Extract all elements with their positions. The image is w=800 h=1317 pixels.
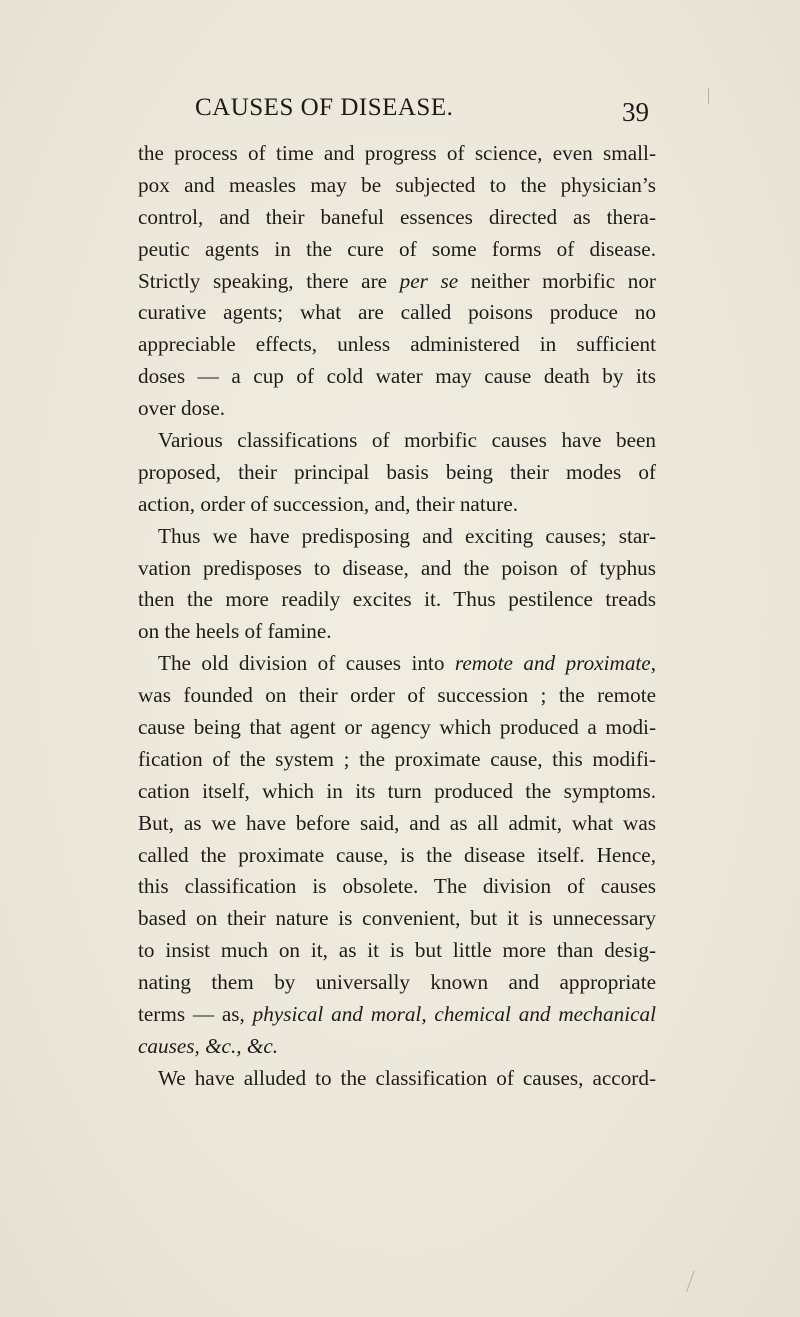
running-head: [0, 92, 800, 132]
text-run: ,: [650, 651, 657, 676]
text-line: [138, 871, 656, 903]
text-line: [138, 170, 656, 202]
text-line: [138, 1063, 656, 1095]
text-line: [138, 616, 656, 648]
text-run: cause being that agent or agency which produced a modi-: [138, 715, 656, 740]
text-line: [138, 648, 656, 680]
text-run: then the more readily excites it. Thus pestilence treads: [138, 587, 656, 612]
text-line: [138, 712, 656, 744]
text-line: [138, 744, 656, 776]
text-run: curative agents; what are called poisons produce no: [138, 300, 656, 325]
text-line: [138, 234, 656, 266]
text-run: on the heels of famine.: [138, 619, 332, 644]
text-line: [138, 489, 656, 521]
text-run: cation itself, which in its turn produced the symptoms.: [138, 778, 656, 803]
text-line: [138, 361, 656, 393]
text-run: based on their nature is convenient, but it is unnecessary: [138, 906, 656, 931]
text-line: [138, 999, 656, 1031]
text-run: pox and measles may be subjected to the physician’s: [138, 172, 656, 197]
text-run: But, as we have before said, and as all admit, what was: [138, 810, 656, 835]
text-line: [138, 1031, 656, 1063]
text-line: [138, 553, 656, 585]
text-line: [138, 297, 656, 329]
text-line: [138, 680, 656, 712]
text-line: [138, 138, 656, 170]
text-run: to insist much on it, as it is but little more than desig-: [138, 938, 656, 963]
text-run: called the proximate cause, is the disease itself. Hence,: [138, 842, 656, 867]
text-line: [138, 935, 656, 967]
margin-mark: [708, 88, 709, 104]
text-run: doses — a cup of cold water may cause death by its: [138, 364, 656, 389]
page-number: 39: [622, 97, 649, 127]
text-line: [138, 808, 656, 840]
text-line: [138, 393, 656, 425]
text-line: [138, 202, 656, 234]
text-line: [138, 329, 656, 361]
text-run: this classification is obsolete. The division of causes: [138, 874, 656, 899]
italic-text: causes, &c., &c.: [138, 1033, 279, 1058]
text-run: proposed, their principal basis being their modes of: [138, 459, 656, 484]
text-line: [138, 967, 656, 999]
text-line: [138, 457, 656, 489]
text-run: peutic agents in the cure of some forms of disease.: [138, 236, 656, 261]
text-line: [138, 776, 656, 808]
text-run: Strictly speaking, there are: [138, 268, 400, 293]
text-run: action, order of succession, and, their nature.: [138, 491, 519, 516]
body-text: [138, 138, 656, 1095]
running-title: CAUSES OF DISEASE.: [195, 94, 454, 121]
text-line: [138, 584, 656, 616]
text-run: Various classifications of morbific causes have been: [158, 428, 656, 453]
text-run: over dose.: [138, 396, 226, 421]
italic-text: physical and moral, chemical and mechanical: [252, 1002, 656, 1027]
text-run: neither morbific nor: [458, 268, 656, 293]
text-run: Thus we have predisposing and exciting causes; star-: [158, 523, 656, 548]
text-run: We have alluded to the classification of causes, accord-: [158, 1065, 656, 1090]
text-line: [138, 266, 656, 298]
margin-mark: [686, 1270, 694, 1291]
text-run: fication of the system ; the proximate cause, this modifi-: [138, 746, 656, 771]
italic-text: per se: [399, 268, 459, 293]
italic-text: remote and proximate: [454, 651, 651, 676]
text-run: was founded on their order of succession ; the remote: [138, 683, 656, 708]
text-line: [138, 425, 656, 457]
text-line: [138, 840, 656, 872]
text-line: [138, 903, 656, 935]
text-run: control, and their baneful essences directed as thera-: [138, 204, 656, 229]
text-run: appreciable effects, unless administered in sufficient: [138, 332, 656, 357]
text-line: [138, 521, 656, 553]
text-run: vation predisposes to disease, and the poison of typhus: [138, 555, 656, 580]
text-run: nating them by universally known and appropriate: [138, 970, 656, 995]
text-run: the process of time and progress of science, even small-: [138, 141, 656, 165]
text-run: terms — as,: [138, 1002, 253, 1027]
text-run: The old division of causes into: [158, 651, 455, 676]
